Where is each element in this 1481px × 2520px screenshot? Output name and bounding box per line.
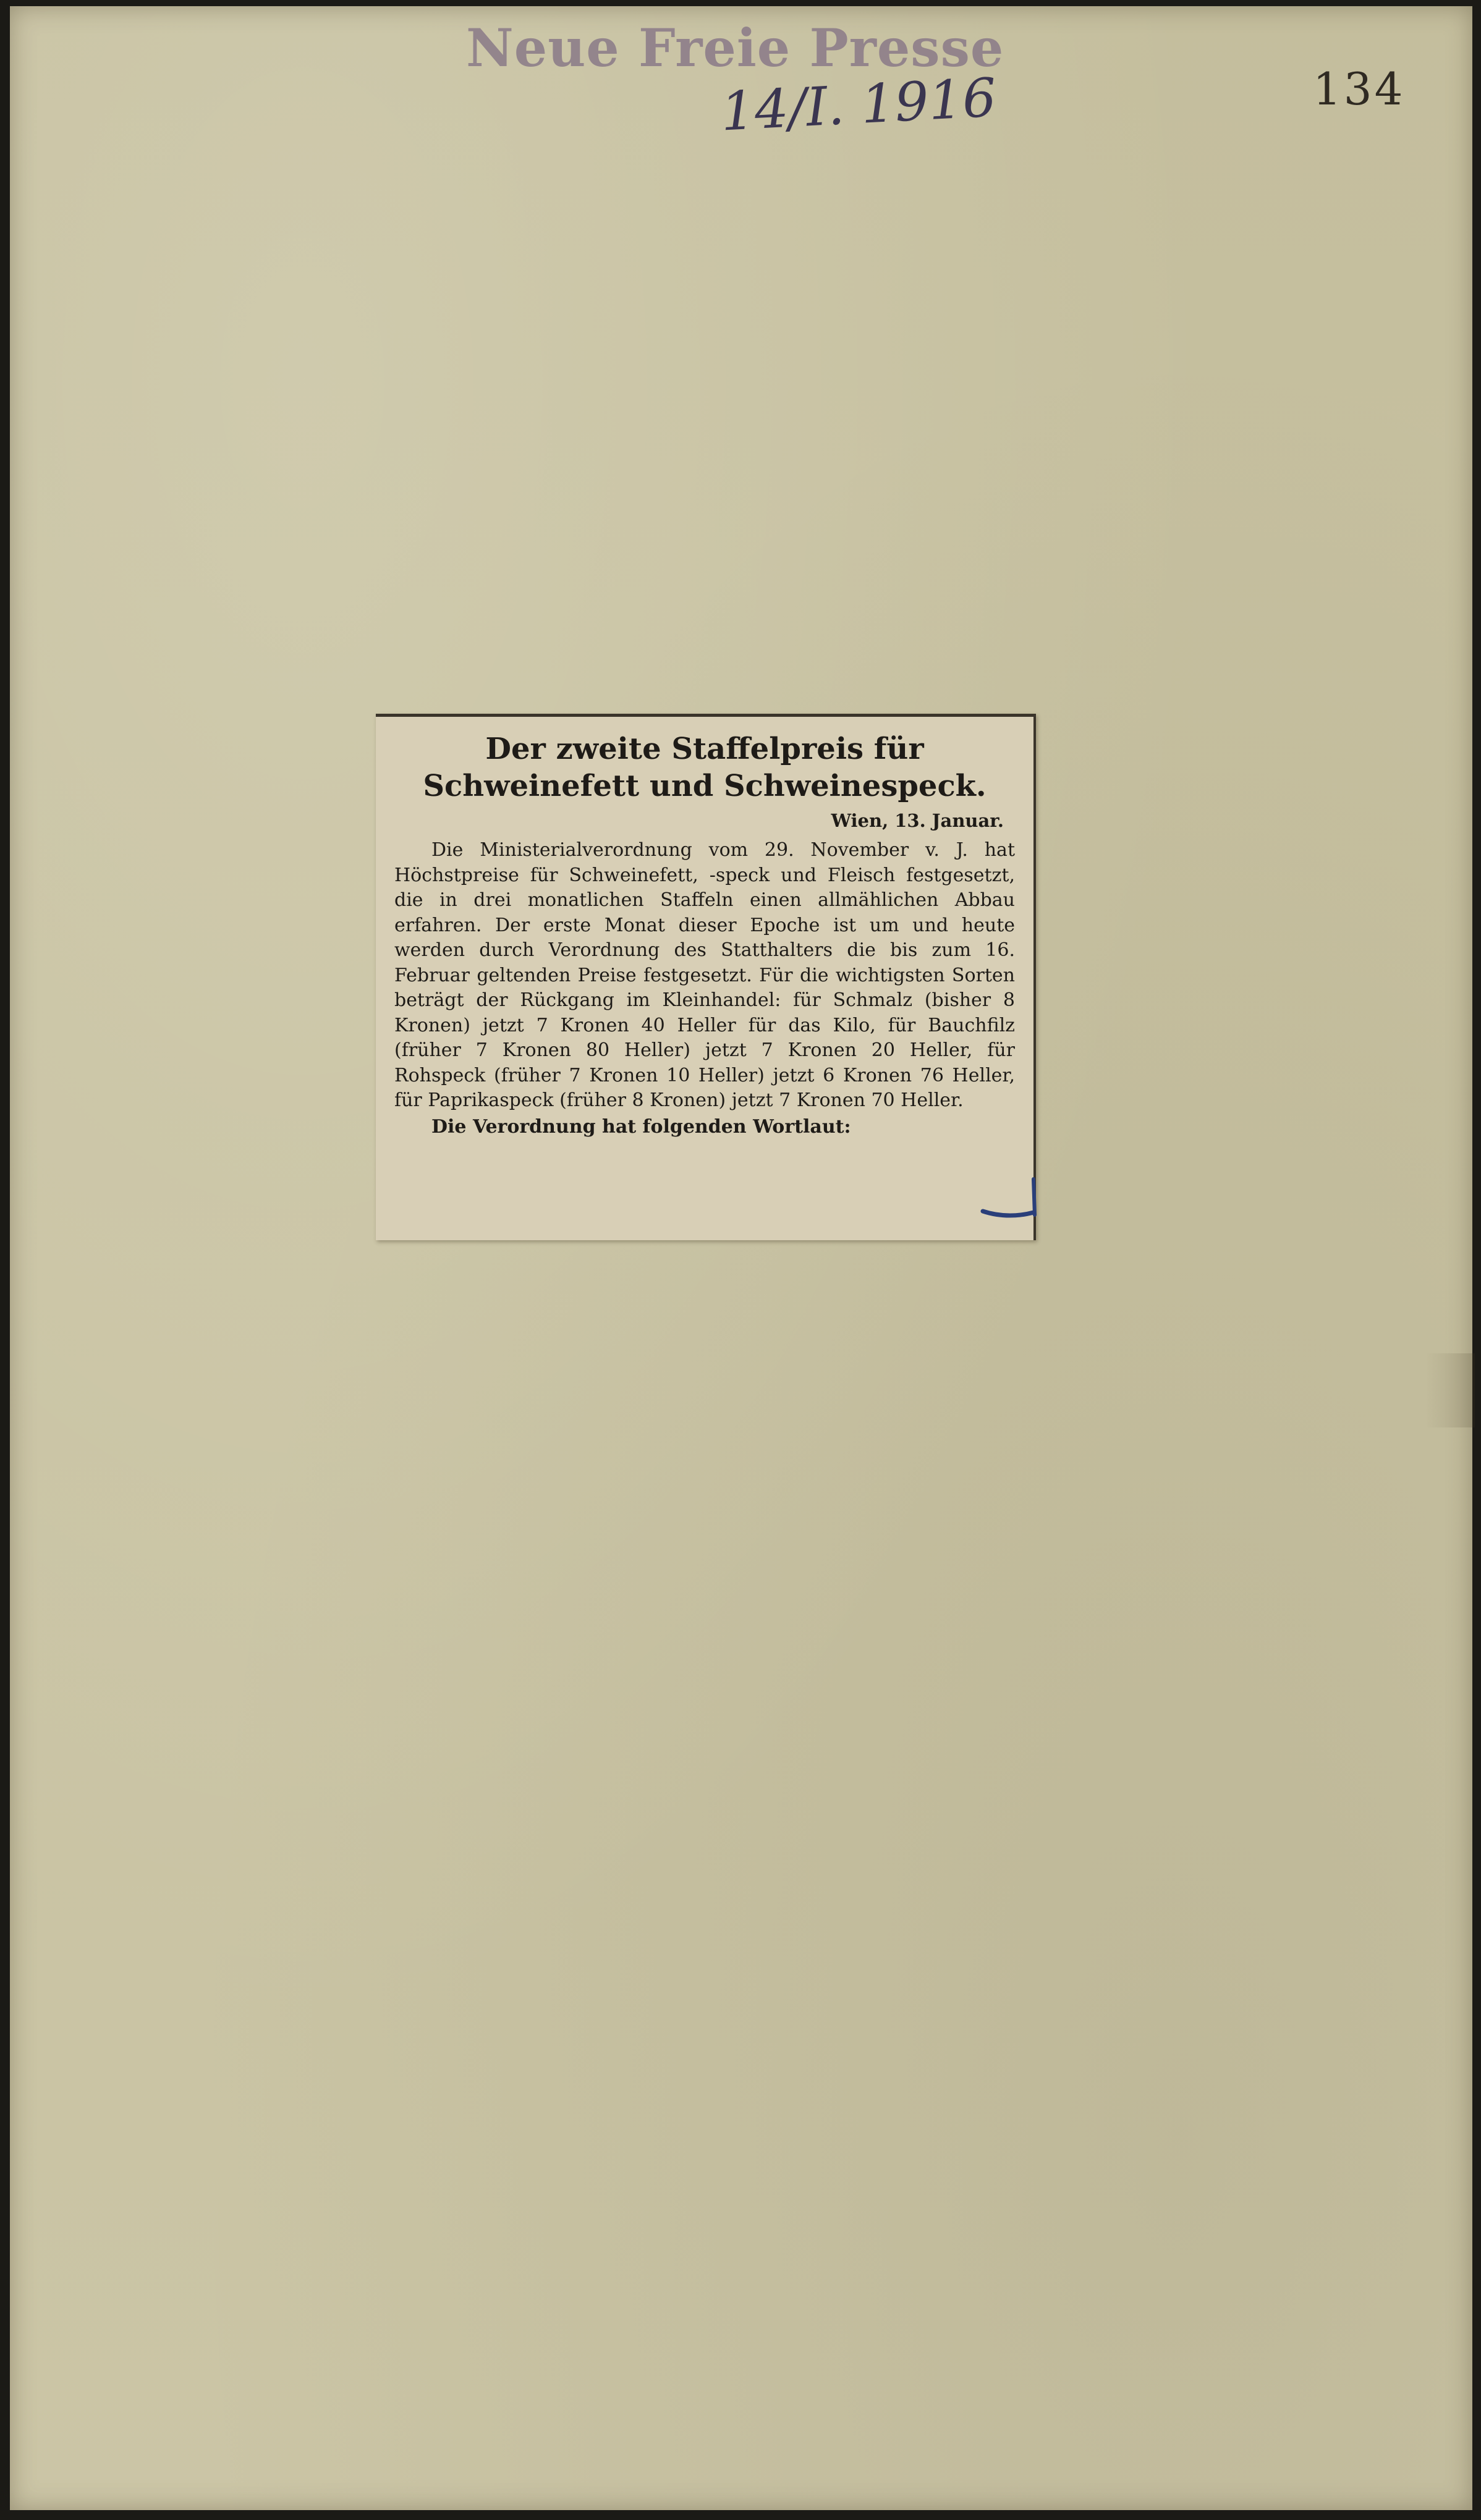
newspaper-stamp: Neue Freie Presse	[466, 17, 1004, 78]
page-number: 134	[1313, 63, 1406, 115]
handwritten-date: 14/I. 1916	[719, 67, 998, 143]
clipping-headline: Der zweite Staffelpreis für Schweinefett und Schweinespeck.	[423, 732, 987, 803]
clipping-dateline: Wien, 13. Januar.	[831, 810, 1004, 831]
paper-crease	[1425, 1353, 1475, 1427]
clipping-body: Die Ministerialverordnung vom 29. November v. J. hat Höchstpreise für Schweinefett, -speck und Fleisch festgesetzt, die in drei monatlichen Staffeln einen allmählichen Abbau erfahren. Der erste Monat dieser Epoche ist um und heute werden durch Verordnung des Statthalters die bis zum 16. Februar geltenden Preise festgesetzt. Für die wichtigsten Sorten beträgt der Rückgang im Kleinhandel: für Schmalz (bisher 8 Kronen) jetzt 7 Kronen 40 Heller für das Kilo, für Bauchfilz (früher 7 Kronen 80 Heller) jetzt 7 Kronen 20 Heller, für Rohspeck (früher 7 Kronen 10 Heller) jetzt 6 Kronen 76 Heller, für Paprikaspeck (früher 8 Kronen) jetzt 7 Kronen 70 Heller.	[394, 839, 1015, 1111]
newspaper-clipping	[376, 714, 1036, 1240]
archive-sheet	[10, 6, 1472, 2510]
clipping-closing-line: Die Verordnung hat folgenden Wortlaut:	[431, 1115, 851, 1138]
